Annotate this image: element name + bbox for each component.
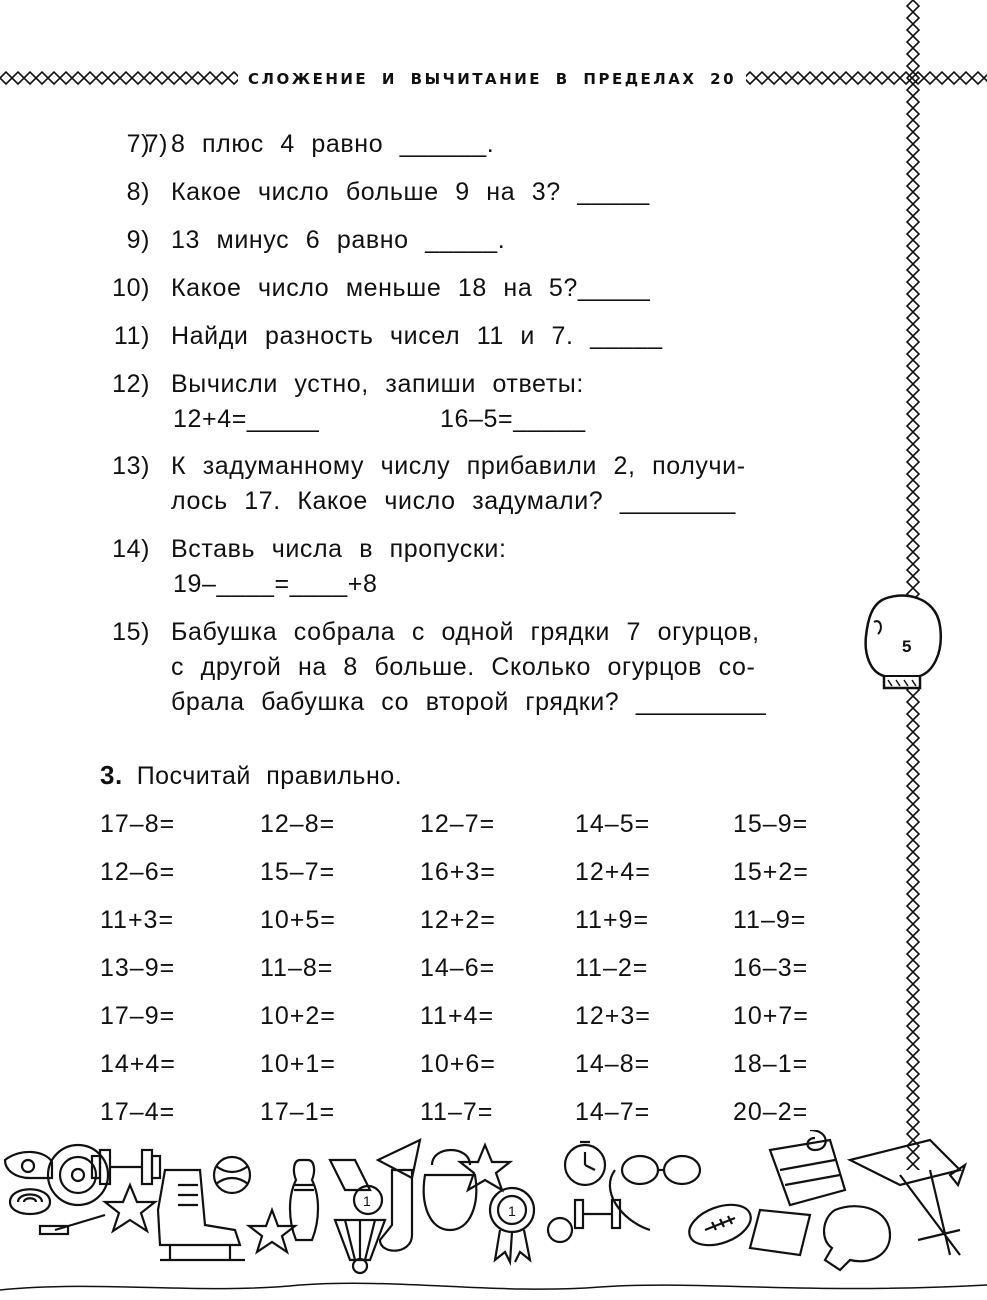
exercise-cell: 20–2= [733, 1098, 809, 1126]
exercise-cell: 11+4= [420, 1002, 495, 1030]
exercise-cell: 10+7= [733, 1002, 809, 1030]
exercise-cell: 15+2= [733, 858, 809, 886]
exercise-cell: 11–2= [575, 954, 649, 982]
page-header-title: СЛОЖЕНИЕ И ВЫЧИТАНИЕ В ПРЕДЕЛАХ 20 [238, 68, 746, 90]
ball-icon [214, 1157, 250, 1193]
medal-icon [330, 1160, 382, 1214]
exercise-cell: 14–7= [575, 1098, 651, 1126]
exercise-cell: 14+4= [100, 1050, 176, 1078]
exercise-cell: 12+3= [575, 1002, 651, 1030]
exercise-cell: 17–1= [260, 1098, 336, 1126]
section-3-heading [100, 760, 402, 791]
task-number: 12) [112, 370, 150, 398]
task-number: 9) [126, 226, 150, 254]
exercise-cell: 12–7= [420, 810, 496, 838]
whistle-icon [5, 1152, 52, 1214]
exercise-cell: 11+3= [100, 906, 175, 934]
sports-doodles-border [0, 1130, 987, 1300]
task-number: 13) [112, 452, 150, 480]
task-text: Вычисли устно, запиши ответы: [171, 370, 584, 398]
task-number: 14) [112, 535, 150, 563]
exercise-cell: 15–7= [260, 858, 336, 886]
exercise-cell: 11–8= [260, 954, 334, 982]
exercise-cell: 16+3= [420, 858, 496, 886]
darts-icon [900, 1165, 965, 1255]
section-number: 3. [100, 760, 123, 790]
task-number: 11) [113, 322, 150, 350]
exercise-cell: 12–6= [100, 858, 176, 886]
task-text: Какое число больше 9 на 3? _____ [171, 178, 650, 206]
star-icon [460, 1145, 510, 1190]
exercise-cell: 11–9= [733, 906, 807, 934]
exercise-cell: 12+4= [575, 858, 651, 886]
task-number: 10) [112, 274, 150, 302]
exercise-cell: 17–8= [100, 810, 176, 838]
dumbbell-icon [92, 1150, 160, 1184]
exercise-cell: 10+6= [420, 1050, 496, 1078]
task-text: 8 плюс 4 равно ______. [171, 130, 495, 158]
exercise-cell: 17–4= [100, 1098, 176, 1126]
exercise-cell: 18–1= [733, 1050, 809, 1078]
exercise-cell: 16–3= [733, 954, 809, 982]
side-chain-border [903, 0, 923, 1170]
task-text: К задуманному числу прибавили 2, получи- [171, 452, 746, 480]
exercise-cell: 10+2= [260, 1002, 336, 1030]
task-expression: 19–____=____+8 [173, 570, 378, 598]
task-text: Найди разность чисел 11 и 7. _____ [171, 322, 663, 350]
task-number: 7) [144, 130, 168, 158]
rugby-ball-icon [684, 1197, 756, 1253]
task-text: Вставь числа в пропуски: [171, 535, 507, 563]
exercise-cell: 10+5= [260, 906, 336, 934]
stopwatch-icon [565, 1142, 605, 1185]
ball-icon [548, 1218, 572, 1242]
task-text: лось 17. Какое число задумали? ________ [171, 487, 736, 515]
exercise-cell: 14–6= [420, 954, 496, 982]
exercise-cell: 10+1= [260, 1050, 336, 1078]
exercise-cell: 12+2= [420, 906, 496, 934]
svg-text:1: 1 [363, 1193, 371, 1209]
star-icon [249, 1210, 295, 1252]
shuttlecock-icon [335, 1220, 385, 1273]
page-number: 5 [902, 637, 912, 656]
task-number: 8) [126, 178, 150, 206]
task-expression: 16–5=_____ [440, 405, 586, 433]
boxing-glove-icon [862, 592, 948, 700]
task-number: 15) [112, 618, 150, 646]
flippers-icon [750, 1140, 845, 1255]
task-text: брала бабушка со второй грядки? _________ [171, 688, 767, 716]
exercise-cell: 17–9= [100, 1002, 176, 1030]
medal-icon [490, 1188, 534, 1262]
task-text: 13 минус 6 равно _____. [171, 226, 506, 254]
exercise-cell: 14–5= [575, 810, 651, 838]
exercise-cell: 11–7= [420, 1098, 494, 1126]
task-expression: 12+4=_____ [173, 405, 320, 433]
goggles-icon [610, 1156, 700, 1230]
section-title: Посчитай правильно. [136, 762, 403, 790]
task-text: Бабушка собрала с одной грядки 7 огурцов, [171, 618, 760, 646]
svg-text:1: 1 [508, 1203, 516, 1219]
task-text: Какое число меньше 18 на 5?_____ [171, 274, 651, 302]
exercise-cell: 15–9= [733, 810, 809, 838]
exercise-cell: 14–8= [575, 1050, 651, 1078]
dumbbell-icon [575, 1200, 620, 1228]
boxing-glove-icon [824, 1206, 890, 1270]
exercise-cell: 12–8= [260, 810, 336, 838]
star-icon [105, 1185, 155, 1231]
task-text: с другой на 8 больше. Сколько огурцов со- [171, 653, 756, 681]
exercise-cell: 11+9= [575, 906, 650, 934]
skate-icon [158, 1170, 245, 1260]
exercise-cell: 13–9= [100, 954, 176, 982]
task-number: 7) [126, 130, 150, 158]
